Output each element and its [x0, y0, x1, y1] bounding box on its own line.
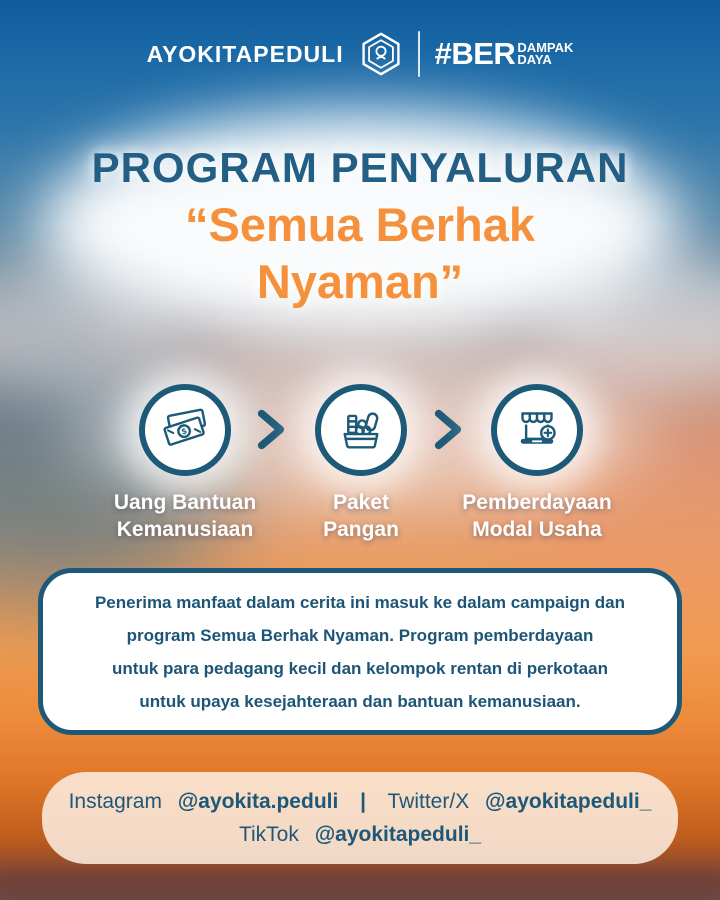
step-label-line: Uang Bantuan: [113, 491, 257, 514]
header-divider: [418, 31, 420, 77]
step-label-line: Paket: [332, 491, 390, 514]
chevron-right-icon: [433, 407, 463, 453]
separator: |: [360, 790, 367, 813]
social-line-2: [42, 818, 678, 851]
page-title: PROGRAM PENYALURAN: [91, 144, 629, 191]
hashtag-bottom: DAYA: [517, 52, 552, 67]
brand-name: AYOKITAPEDULI: [146, 40, 344, 67]
hashtag-main: #BER: [434, 36, 516, 71]
program-description-box: [38, 568, 682, 735]
description-line: Penerima manfaat dalam cerita ini masuk ke dalam campaign dan: [94, 592, 626, 612]
social-line-1: [42, 785, 678, 818]
program-name-line1: “Semua Berhak: [184, 198, 536, 251]
hashtag-top: DAMPAK: [517, 40, 574, 55]
step-circle-food: [315, 384, 407, 476]
twitter-label: Twitter/X: [387, 790, 470, 813]
brand-hexagon-icon: [359, 31, 403, 77]
campaign-hashtag: [435, 36, 574, 72]
step-label-donation: [85, 489, 285, 543]
header: [0, 26, 720, 82]
twitter-handle: @ayokitapeduli_: [485, 790, 652, 813]
chevron-right-icon: [256, 407, 286, 453]
program-name-line2: Nyaman”: [256, 255, 464, 308]
food-package-icon: [332, 399, 390, 462]
description-line: untuk para pedagang kecil dan kelompok rentan di perkotaan: [112, 658, 608, 678]
svg-text:$: $: [180, 425, 188, 437]
money-icon: [156, 399, 214, 462]
step-label-line: Pemberdayaan: [462, 491, 612, 514]
step-label-capital: [437, 489, 637, 543]
tiktok-handle: @ayokitapeduli_: [314, 823, 482, 846]
step-label-food: [281, 489, 441, 543]
description-line: untuk upaya kesejahteraan dan bantuan kemanusiaan.: [139, 691, 581, 711]
horizon-band: [0, 868, 720, 894]
hashtag-stack: [517, 42, 573, 66]
step-circle-donation: [139, 384, 231, 476]
instagram-label: Instagram: [68, 790, 162, 813]
description-line: program Semua Berhak Nyaman. Program pemberdayaan: [126, 625, 594, 645]
program-name: [0, 196, 720, 310]
step-label-line: Modal Usaha: [472, 518, 602, 541]
social-handles-bar: [42, 772, 678, 864]
step-circle-capital: [491, 384, 583, 476]
step-label-line: Pangan: [323, 518, 399, 541]
instagram-handle: @ayokita.peduli: [177, 790, 339, 813]
step-label-line: Kemanusiaan: [116, 518, 254, 541]
tiktok-label: TikTok: [238, 823, 299, 846]
store-plus-icon: [508, 399, 566, 462]
